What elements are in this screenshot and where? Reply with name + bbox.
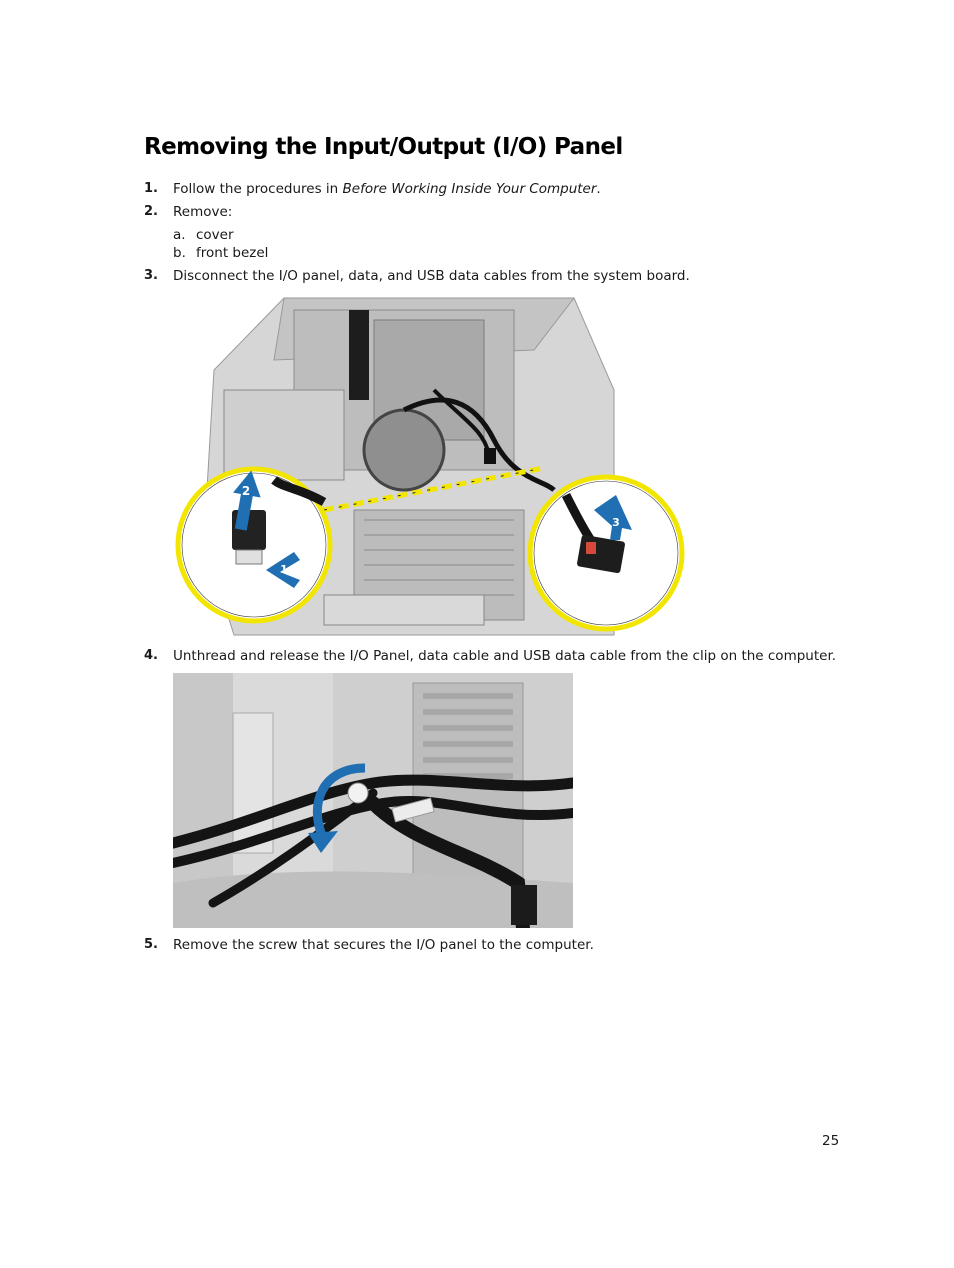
cable-disconnect-figure — [174, 290, 688, 636]
step-number: 3. — [144, 268, 158, 283]
cable-connector-icon — [511, 885, 537, 925]
substep-letter: b. — [173, 245, 186, 261]
callout-label-2: 2 — [241, 484, 251, 498]
right-callout-circle — [530, 477, 682, 629]
step-text: Unthread and release the I/O Panel, data cable and USB data cable from the clip on the computer. — [173, 648, 837, 664]
step-text-after: . — [596, 181, 601, 197]
page-number: 25 — [822, 1133, 840, 1149]
step-text-before: Follow the procedures in — [173, 181, 343, 197]
callout-label-1: 1 — [280, 563, 288, 576]
step-text — [173, 180, 601, 198]
step-number: 1. — [144, 181, 158, 196]
substep-text: front bezel — [196, 245, 269, 261]
step-text: Disconnect the I/O panel, data, and USB data cables from the system board. — [173, 268, 690, 284]
page-title: Removing the Input/Output (I/O) Panel — [144, 134, 623, 160]
substep-letter: a. — [173, 227, 186, 243]
callout-label-3: 3 — [612, 516, 620, 529]
cable-clip-figure — [173, 673, 573, 928]
step-number: 5. — [144, 937, 158, 952]
step-number: 4. — [144, 648, 158, 663]
step-link-text: Before Working Inside Your Computer — [342, 181, 597, 197]
left-callout-circle — [178, 468, 330, 621]
step-number: 2. — [144, 204, 158, 219]
substep-text: cover — [196, 227, 234, 243]
step-text: Remove the screw that secures the I/O panel to the computer. — [173, 937, 594, 953]
step-text: Remove: — [173, 204, 233, 220]
